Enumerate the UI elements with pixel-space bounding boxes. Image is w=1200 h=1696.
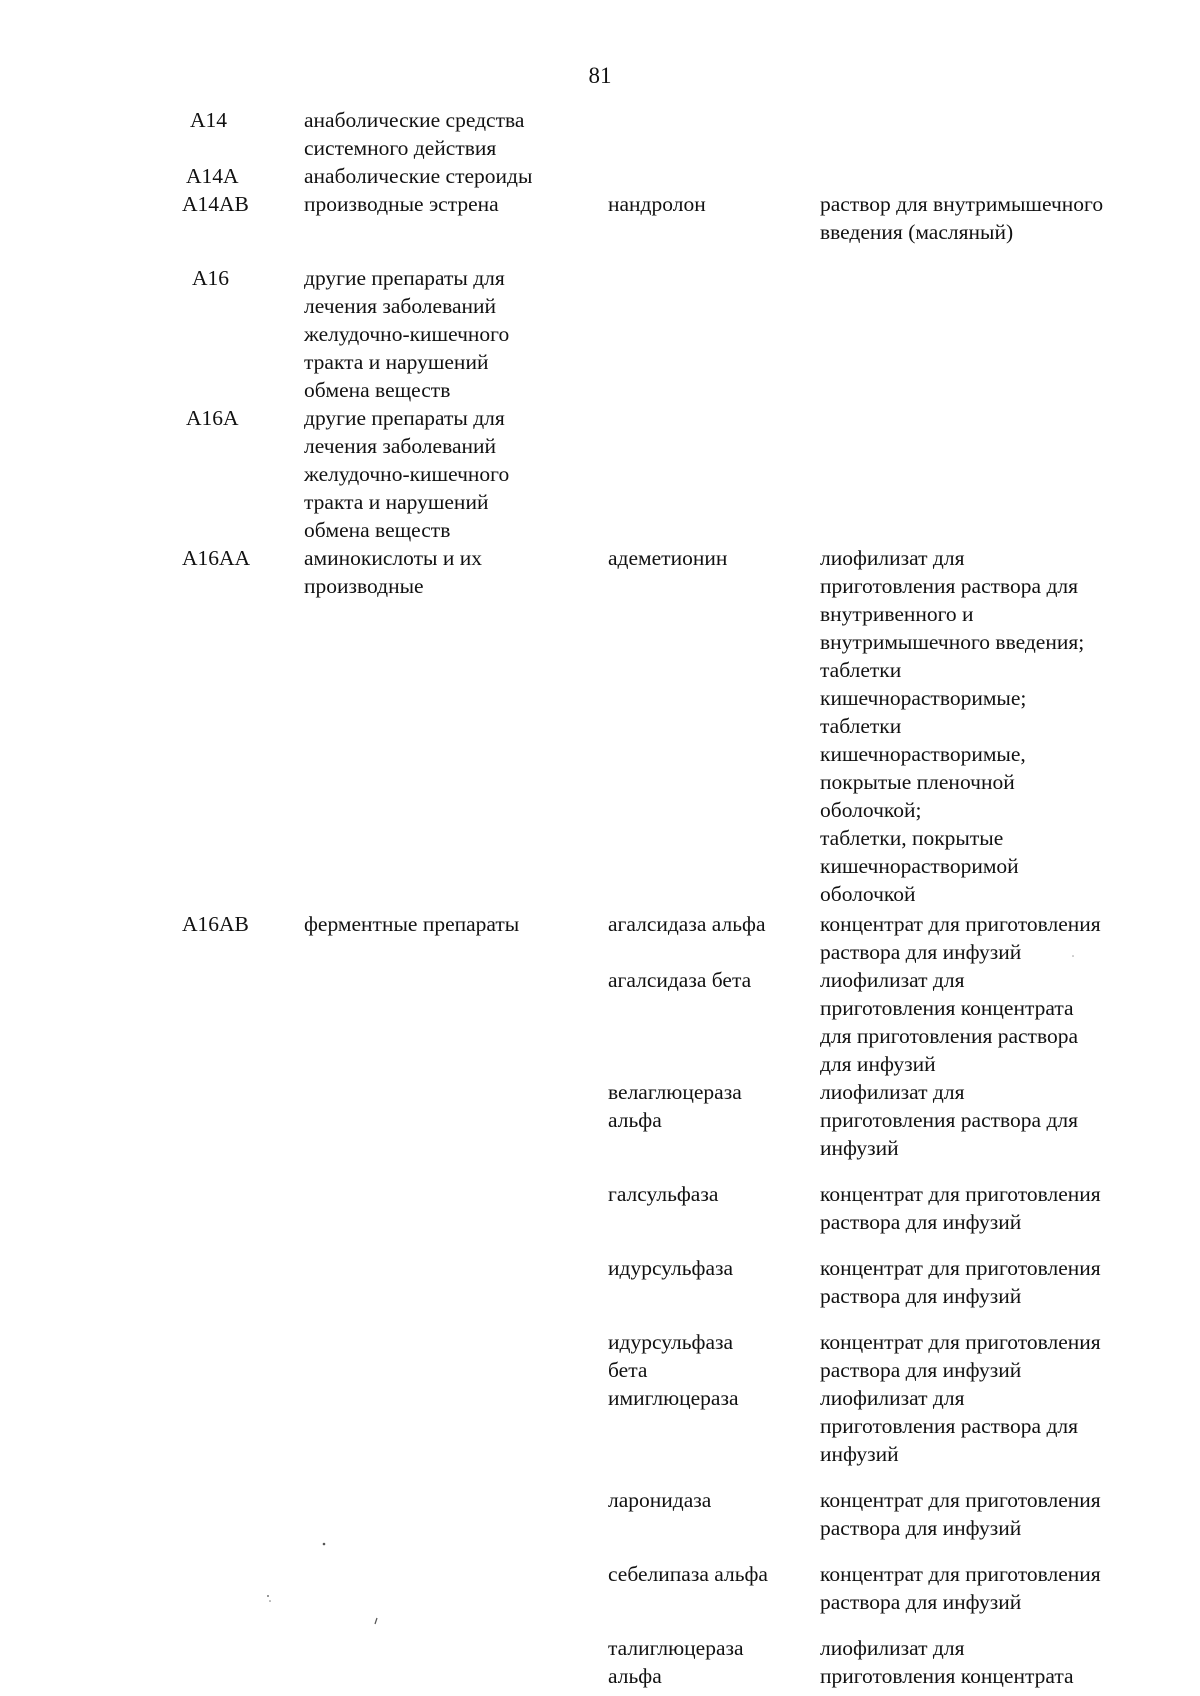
- table-row: [0, 1180, 1200, 1236]
- table-row: [0, 1254, 1200, 1310]
- dosage-form: лиофилизат для приготовления концентрата для приготовления раствора для инфузий: [820, 968, 1078, 1076]
- atc-code: A14AB: [182, 192, 249, 216]
- atc-group: аминокислоты и их производные: [304, 546, 482, 598]
- dosage-form: концентрат для приготовления раствора для инфузий: [820, 1562, 1101, 1614]
- table-row: [0, 1384, 1200, 1468]
- drug-name: галсульфаза: [608, 1182, 719, 1206]
- table-row: [0, 544, 1200, 908]
- table-row: [0, 966, 1200, 1078]
- atc-code: A14: [190, 108, 228, 132]
- dosage-form: концентрат для приготовления раствора для инфузий: [820, 1182, 1101, 1234]
- dosage-form: раствор для внутримышечного введения (масляный): [820, 192, 1104, 244]
- drug-name: нандролон: [608, 192, 706, 216]
- drug-name: себелипаза альфа: [608, 1562, 768, 1586]
- dosage-form: лиофилизат для приготовления раствора для инфузий: [820, 1386, 1078, 1466]
- drug-name: имиглюцераза: [608, 1386, 739, 1410]
- drug-name: ларонидаза: [608, 1488, 712, 1512]
- drug-name: агалсидаза альфа: [608, 912, 766, 936]
- atc-code: A16A: [186, 406, 239, 430]
- table-row: [0, 1328, 1200, 1384]
- atc-group: анаболические средства системного действия: [304, 108, 525, 160]
- drug-name: агалсидаза бета: [608, 968, 752, 992]
- atc-code: A14A: [186, 164, 239, 188]
- table-row: [0, 404, 1200, 544]
- dosage-form: лиофилизат для приготовления концентрата: [820, 1636, 1074, 1688]
- table-row: [0, 106, 1200, 162]
- atc-group: другие препараты для лечения заболеваний желудочно-кишечного тракта и нарушений обмена веществ: [304, 406, 510, 542]
- drug-name: талиглюцераза альфа: [608, 1636, 744, 1688]
- table-row: [0, 190, 1200, 246]
- atc-group: другие препараты для лечения заболеваний желудочно-кишечного тракта и нарушений обмена веществ: [304, 266, 510, 402]
- table-row: [0, 1486, 1200, 1542]
- page-number: 81: [588, 63, 612, 88]
- dosage-form: концентрат для приготовления раствора для инфузий: [820, 912, 1101, 964]
- atc-group: ферментные препараты: [304, 912, 520, 936]
- table-row: [0, 162, 1200, 190]
- dosage-form: концентрат для приготовления раствора для инфузий: [820, 1256, 1101, 1308]
- dosage-form: лиофилизат для приготовления раствора для внутривенного и внутримышечного введения; таблетки кишечнорастворимые; таблетки кишечнорастворимые, покрытые пленочной оболочкой; таблетки, покрытые кишечнорастворимой оболочкой: [820, 546, 1085, 906]
- table-row: [0, 1634, 1200, 1690]
- dosage-form: концентрат для приготовления раствора для инфузий: [820, 1330, 1101, 1382]
- table-row: [0, 1078, 1200, 1162]
- drug-name: идурсульфаза: [608, 1256, 734, 1280]
- drug-name: адеметионин: [608, 546, 728, 570]
- atc-group: производные эстрена: [304, 192, 499, 216]
- atc-group: анаболические стероиды: [304, 164, 533, 188]
- drug-table: [0, 106, 1200, 1690]
- atc-code: A16AA: [182, 546, 251, 570]
- dosage-form: лиофилизат для приготовления раствора для инфузий: [820, 1080, 1078, 1160]
- atc-code: A16AB: [182, 912, 249, 936]
- table-row: [0, 910, 1200, 966]
- dosage-form: концентрат для приготовления раствора для инфузий: [820, 1488, 1101, 1540]
- table-row: [0, 264, 1200, 404]
- atc-code: A16: [192, 266, 230, 290]
- drug-name: велаглюцераза альфа: [608, 1080, 742, 1132]
- drug-name: идурсульфаза бета: [608, 1330, 734, 1382]
- table-row: [0, 1560, 1200, 1616]
